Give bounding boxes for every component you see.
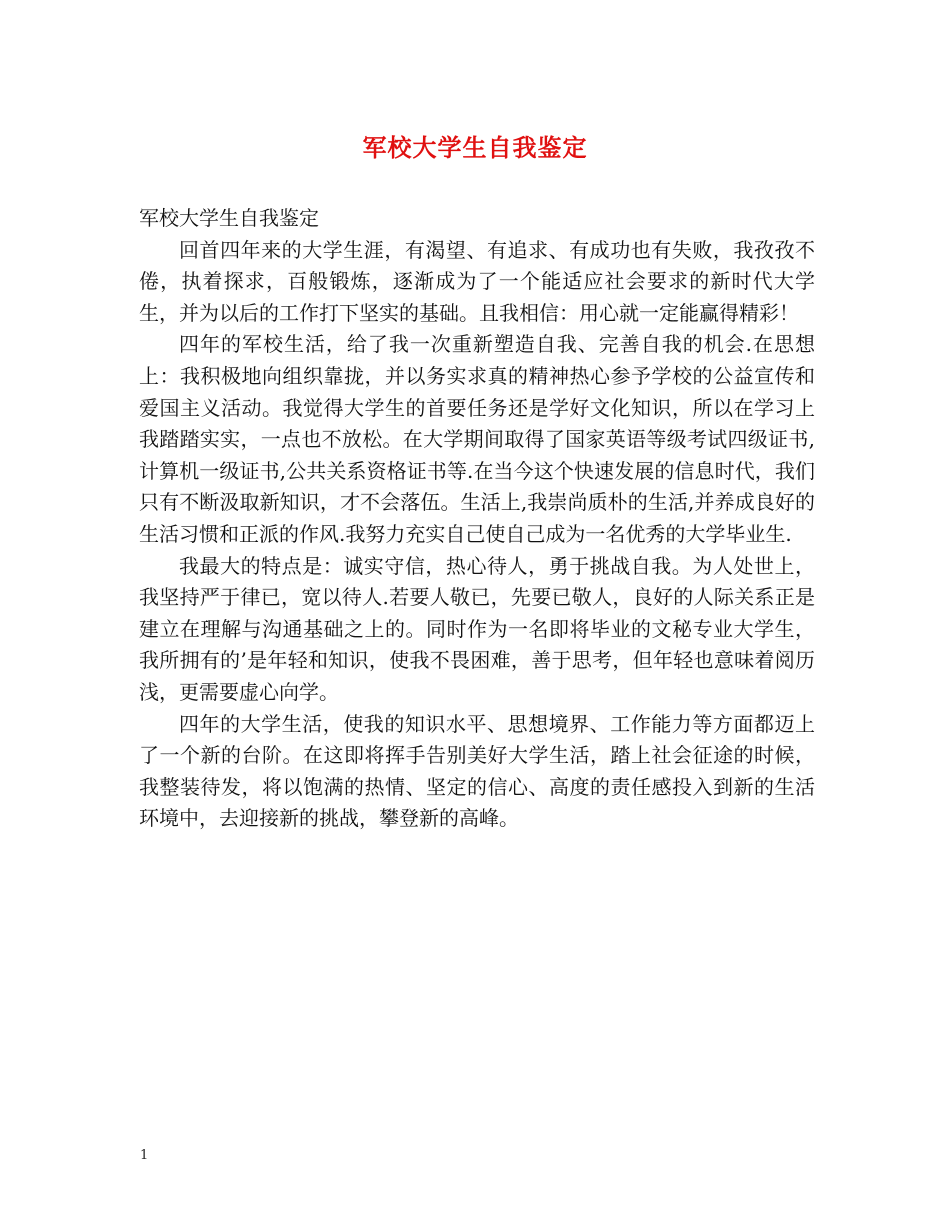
paragraph-2: 四年的军校生活，给了我一次重新塑造自我、完善自我的机会.在思想上：我积极地向组织靠拢，并以务实求真的精神热心参予学校的公益宣传和爱国主义活动。我觉得大学生的首要任务还是学好文化知识，所以在学习上我踏踏实实，一点也不放松。在大学期间取得了国家英语等级考试四级证书,计算机一级证书,公共关系资格证书等.在当今这个快速发展的信息时代，我们只有不断汲取新知识，才不会落伍。生活上,我崇尚质朴的生活,并养成良好的生活习惯和正派的作风.我努力充实自己使自己成为一名优秀的大学毕业生. [139, 332, 815, 546]
page-number: 1 [140, 1148, 149, 1163]
document-subtitle: 军校大学生自我鉴定 [139, 206, 319, 230]
document-body [139, 203, 815, 835]
document-title: 军校大学生自我鉴定 [362, 133, 588, 162]
paragraph-3: 我最大的特点是：诚实守信，热心待人，勇于挑战自我。为人处世上，我坚持严于律已，宽以待人.若要人敬已，先要已敬人，良好的人际关系正是建立在理解与沟通基础之上的。同时作为一名即将毕业的文秘专业大学生，我所拥有的’是年轻和知识，使我不畏困难，善于思考，但年轻也意味着阅历浅，更需要虚心向学。 [139, 553, 815, 704]
paragraph-4: 四年的大学生活，使我的知识水平、思想境界、工作能力等方面都迈上了一个新的台阶。在这即将挥手告别美好大学生活，踏上社会征途的时候，我整装待发，将以饱满的热情、坚定的信心、高度的责任感投入到新的生活环境中，去迎接新的挑战，攀登新的高峰。 [139, 711, 815, 831]
paragraph-1: 回首四年来的大学生涯，有渴望、有追求、有成功也有失败，我孜孜不倦，执着探求，百般锻炼，逐渐成为了一个能适应社会要求的新时代大学生，并为以后的工作打下坚实的基础。且我相信：用心就一定能赢得精彩！ [139, 237, 815, 325]
